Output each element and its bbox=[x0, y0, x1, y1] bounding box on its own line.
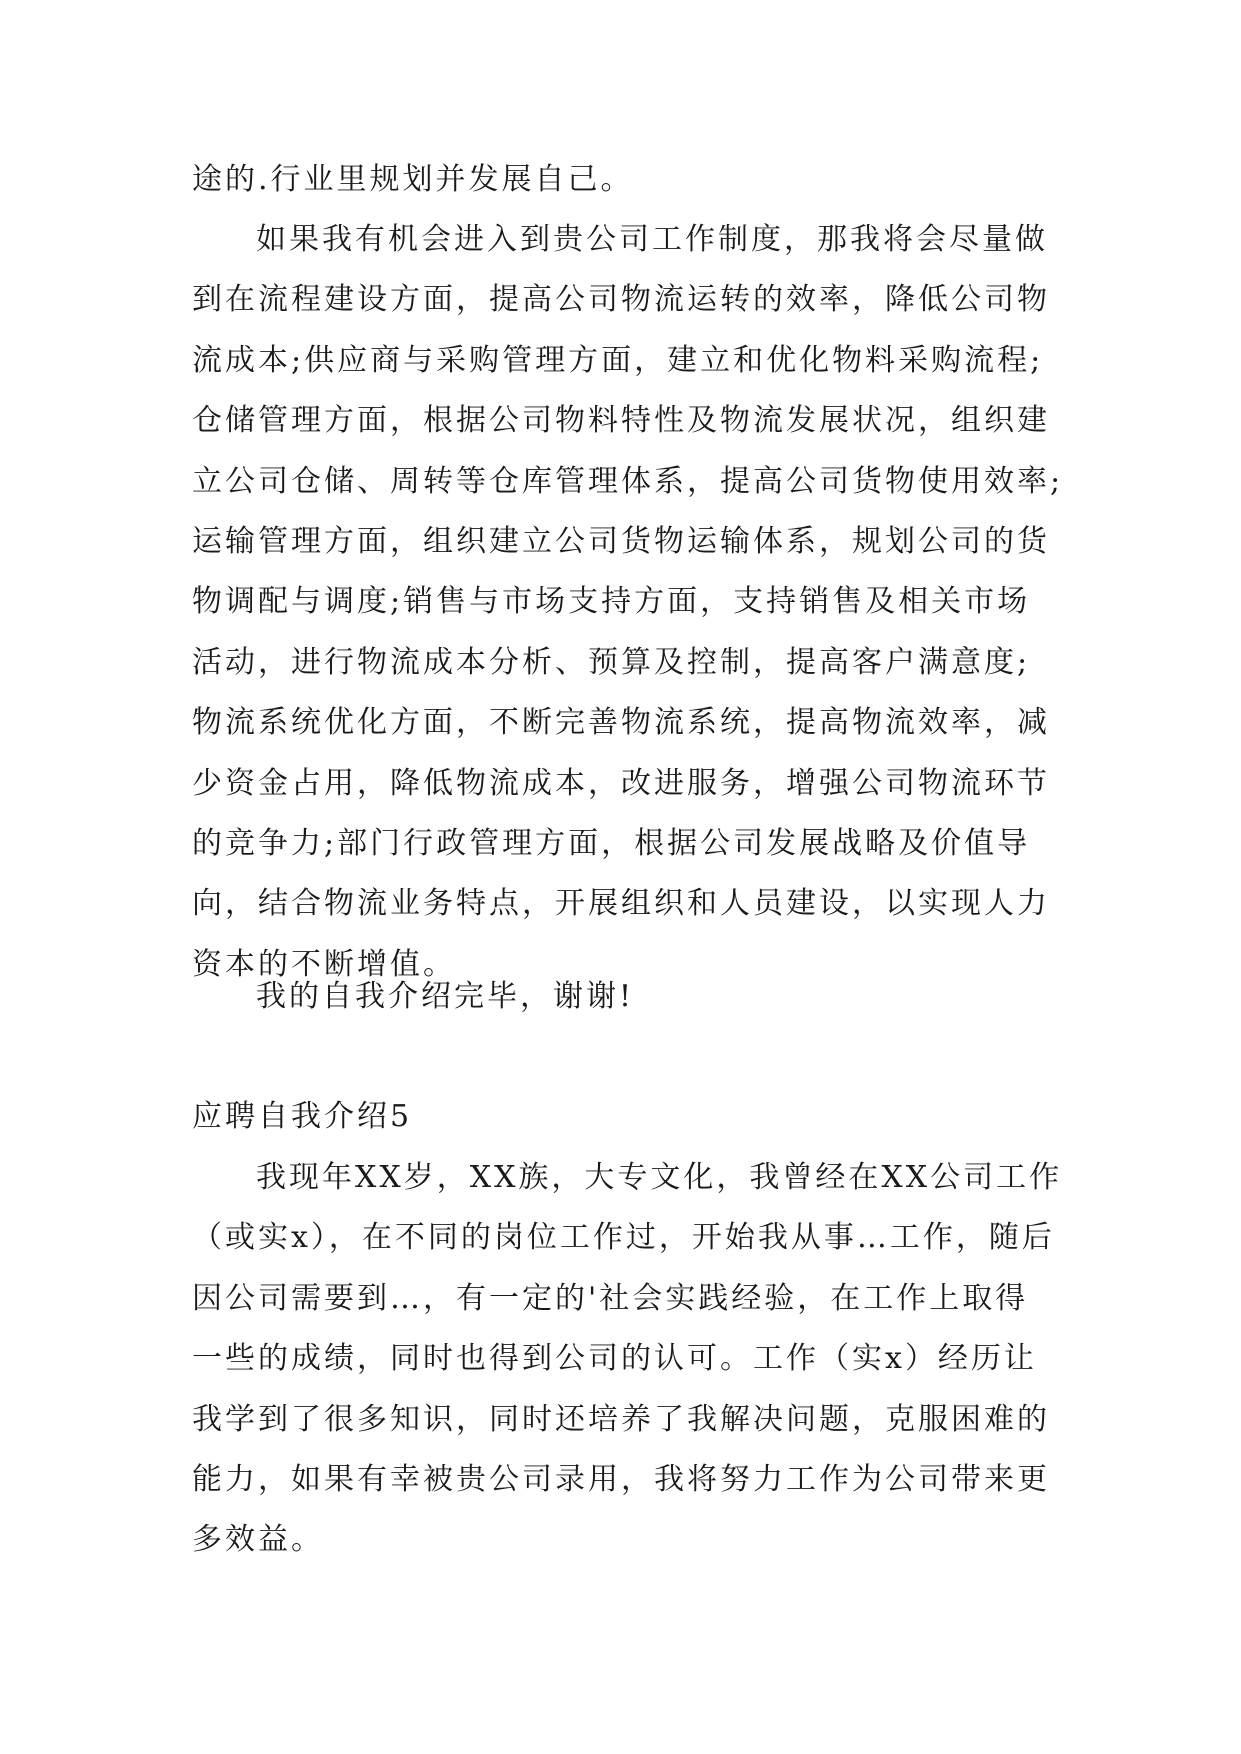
text-line: 能力，如果有幸被贵公司录用，我将努力工作为公司带来更 bbox=[192, 1461, 1050, 1497]
text-line: 物调配与调度;销售与市场支持方面，支持销售及相关市场 bbox=[192, 584, 1031, 620]
paragraph-logistics-plan bbox=[192, 210, 1064, 995]
text-line: 少资金占用，降低物流成本，改进服务，增强公司物流环节 bbox=[192, 765, 1050, 801]
text-line: 的竞争力;部门行政管理方面，根据公司发展战略及价值导 bbox=[192, 825, 1031, 861]
text-line: 向，结合物流业务特点，开展组织和人员建设，以实现人力 bbox=[192, 886, 1050, 922]
text-line: 一些的成绩，同时也得到公司的认可。工作（实x）经历让 bbox=[192, 1341, 1037, 1377]
text-line: （或实x），在不同的岗位工作过，开始我从事…工作，随后 bbox=[192, 1220, 1055, 1256]
text-line: 仓储管理方面，根据公司物料特性及物流发展状况，组织建 bbox=[192, 403, 1050, 439]
text-line: 立公司仓储、周转等仓库管理体系，提高公司货物使用效率; bbox=[192, 463, 1064, 499]
text-line: 物流系统优化方面，不断完善物流系统，提高物流效率，减 bbox=[192, 705, 1050, 741]
text-line: 途的.行业里规划并发展自己。 bbox=[192, 162, 634, 197]
text-line: 因公司需要到…，有一定的'社会实践经验，在工作上取得 bbox=[192, 1280, 1029, 1316]
text-line: 流成本;供应商与采购管理方面，建立和优化物料采购流程; bbox=[192, 342, 1044, 378]
text-line: 我的自我介绍完毕，谢谢! bbox=[256, 979, 635, 1014]
text-line: 活动，进行物流成本分析、预算及控制，提高客户满意度; bbox=[192, 644, 1031, 680]
text-line: 资本的不断增值。 bbox=[192, 946, 456, 982]
heading-text: 应聘自我介绍5 bbox=[192, 1099, 413, 1134]
paragraph-continued bbox=[192, 150, 1052, 210]
text-line: 如果我有机会进入到贵公司工作制度，那我将会尽量做 bbox=[256, 222, 1048, 257]
text-line: 到在流程建设方面，提高公司物流运转的效率，降低公司物 bbox=[192, 282, 1050, 318]
text-line: 我学到了很多知识，同时还培养了我解决问题，克服困难的 bbox=[192, 1401, 1050, 1437]
text-line: 运输管理方面，组织建立公司货物运输体系，规划公司的货 bbox=[192, 523, 1050, 559]
paragraph-self-introduction bbox=[192, 1148, 1063, 1571]
section-heading bbox=[192, 1087, 1052, 1147]
text-line: 我现年XX岁，XX族，大专文化，我曾经在XX公司工作 bbox=[256, 1160, 1063, 1195]
text-line: 多效益。 bbox=[192, 1522, 324, 1558]
paragraph-closing bbox=[192, 967, 1052, 1027]
